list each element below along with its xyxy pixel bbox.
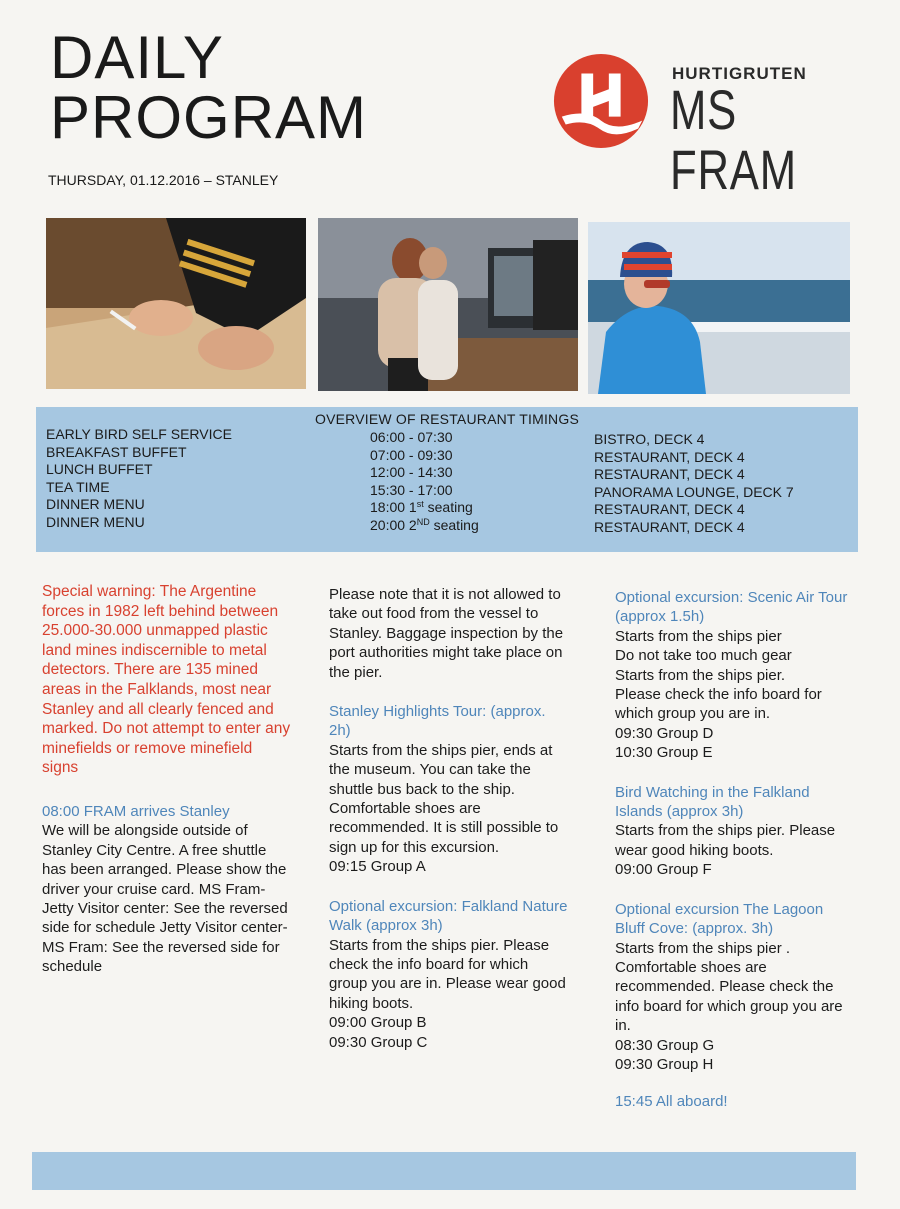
time-value: 20:00 2 [370,516,417,533]
ordinal-suffix: st [416,499,424,509]
nature-walk-body: Starts from the ships pier. Please check the info board for which group you are in. Please wear good hiking boots. [329,936,566,1012]
photo-guests-screens [318,218,578,391]
footer-band [32,1152,856,1190]
all-aboard: 15:45 All aboard! [615,1093,728,1111]
timing-time [370,499,479,517]
program-column-left [42,582,292,977]
timing-place: RESTAURANT, DECK 4 [594,518,745,535]
timing-name: DINNER MENU [46,513,145,530]
bird-watching-heading: Bird Watching in the Falkland Islands (approx 3h) [615,783,810,821]
timing-name: EARLY BIRD SELF SERVICE [46,426,232,442]
air-tour-line: Please check the info board for which group you are in. [615,686,822,723]
timings-names-column [46,426,232,531]
timing-name: BREAKFAST BUFFET [46,443,187,460]
hurtigruten-logo-icon [552,52,650,150]
lagoon-body: Starts from the ships pier . Comfortable shoes are recommended. Please check the info board for which group you are in. [615,939,843,1035]
photo-woman-at-sea [588,222,850,394]
air-tour-line: Starts from the ships pier. [615,666,786,684]
timings-title: OVERVIEW OF RESTAURANT TIMINGS [315,411,579,427]
stanley-tour-body: Starts from the ships pier, ends at the museum. You can take the shuttle bus back to the ship. Comfortable shoes are recommended. It is still possible to sign up for this excursion. [329,741,559,856]
seating-label: seating [423,499,473,515]
seating-label: seating [429,516,479,533]
nature-walk-group-b: 09:00 Group B [329,1014,427,1032]
lagoon-group-h: 09:30 Group H [615,1055,714,1073]
air-tour-heading: Optional excursion: Scenic Air Tour (approx 1.5h) [615,589,848,626]
program-column-middle [329,585,569,1052]
timing-time: 06:00 - 07:30 [370,429,453,445]
timing-place: RESTAURANT, DECK 4 [594,501,745,517]
timing-time: 12:00 - 14:30 [370,464,453,480]
timing-place: RESTAURANT, DECK 4 [594,466,745,482]
bird-watching-body: Starts from the ships pier. Please wear good hiking boots. [615,822,836,859]
nature-walk-group-c: 09:30 Group C [329,1033,428,1051]
arrival-body: We will be alongside outside of Stanley City Centre. A free shuttle has been arranged. Please show the driver your cruise card. MS Fram- Jetty Visitor center: See the reversed side for schedule Jetty Visitor center-MS Fram: See the reversed side for schedule [42,822,288,976]
arrival-heading: 08:00 FRAM arrives Stanley [42,802,230,820]
timing-name: TEA TIME [46,478,110,495]
food-note: Please note that it is not allowed to take out food from the vessel to Stanley. Baggage inspection by the port authorities might take place on the pier. [329,586,564,681]
title-line-program: PROGRAM [50,84,368,151]
page-title [50,24,368,151]
timing-time: 15:30 - 17:00 [370,481,453,498]
bird-watching-group-f: 09:00 Group F [615,861,712,879]
lagoon-heading: Optional excursion The Lagoon Bluff Cove: (approx. 3h) [615,900,824,938]
timing-place: BISTRO, DECK 4 [594,431,705,447]
timing-name: DINNER MENU [46,496,145,512]
brand-name-small: HURTIGRUTEN [672,64,807,83]
time-value: 18:00 1 [370,499,417,515]
lagoon-group-g: 08:30 Group G [615,1036,715,1054]
program-column-right [615,588,855,1112]
timing-place: PANORAMA LOUNGE, DECK 7 [594,483,794,500]
photo-captain-navigation [46,218,306,389]
date-location: THURSDAY, 01.12.2016 – STANLEY [48,172,279,188]
timings-places-column [594,431,794,536]
air-tour-line: Starts from the ships pier [615,627,782,645]
timing-place: RESTAURANT, DECK 4 [594,448,745,465]
air-tour-group-e: 10:30 Group E [615,744,713,762]
stanley-tour-group: 09:15 Group A [329,858,426,876]
ship-name: MS FRAM [670,78,797,201]
timing-name: LUNCH BUFFET [46,461,153,477]
stanley-tour-heading: Stanley Highlights Tour: (approx. 2h) [329,703,546,740]
air-tour-line: Do not take too much gear [615,647,792,665]
special-warning: Special warning: The Argentine forces in 1982 left behind between 25.000-30.000 unmapped plastic land mines indiscernible to metal detectors. There are 135 mined areas in the Falklands, most near Stanley and all clearly fenced and marked. Do not attempt to enter any minefields or remove minefield signs [42,583,291,777]
timings-times-column [370,429,479,534]
restaurant-timings-panel [36,407,858,552]
title-line-daily: DAILY [50,24,224,91]
timing-time [370,517,479,535]
timing-time: 07:00 - 09:30 [370,446,453,463]
air-tour-group-d: 09:30 Group D [615,724,714,742]
ordinal-suffix: ND [416,516,430,527]
nature-walk-heading: Optional excursion: Falkland Nature Walk (approx 3h) [329,897,568,935]
